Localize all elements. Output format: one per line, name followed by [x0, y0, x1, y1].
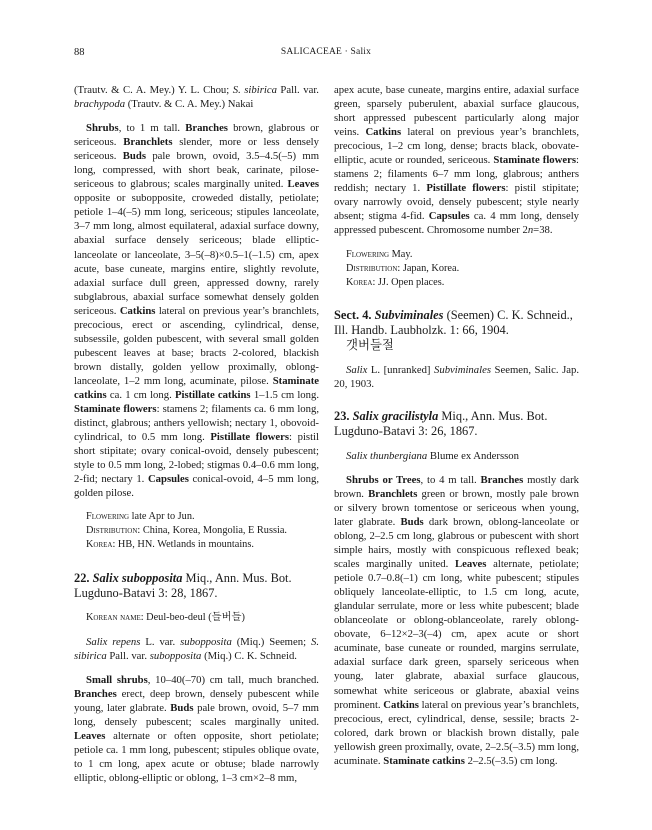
- distribution-note: Distribution: Japan, Korea.: [346, 262, 460, 274]
- species-heading: 22. Salix subopposita Miq., Ann. Mus. Bot. Lugduno-Batavi 3: 28, 1867.: [74, 570, 292, 600]
- section-heading: Sect. 4. Subviminales (Seemen) C. K. Schneid., Ill. Handb. Laubholzk. 1: 66, 1904.: [334, 307, 573, 337]
- section-synonym: Salix L. [unranked] Subviminales Seemen, Salic. Jap. 20, 1903.: [334, 363, 579, 390]
- korea-note: Korea: HB, HN. Wetlands in mountains.: [86, 539, 254, 551]
- species-description: Shrubs, to 1 m tall. Branches brown, glabrous or sericeous. Branchlets slender, more or less densely sericeous. Buds pale brown, ovoid, 3.5–4.5(–5) mm long, compressed, with short beak, carinate, pilose-sericeous to glabrous; scales marginally united. Leaves opposite or subopposite, croweded distally, petiolate; petiole 1–4(–5) mm long, sericeous; stipules lanceolate, 3–7 mm long, almost equilateral, adaxial surface downy, abaxial surface densely sericeous; blade elliptic-lanceolate or lanceolate, 3–5(–8)×0.5–1(–1.5) cm, apex acute, base cuneate, margins entire, slightly revolute, adaxial surface dull green, appressed downy, rarely subglabrous, abaxial surface somewhat densely golden sericeous. Catkins lateral on previous year’s branchlets, precocious, erect or ascending, cylindrical, dense, subsessile, golden pubescent, with several small golden pubescent leaves at base; bracts 2-colored, blackish brown distally, golden yellow proximally, oblong-lanceolate, 1–2 mm long, acuminate, pilose. Staminate catkins ca. 1 cm long. Pistillate catkins 1–1.5 cm long. Staminate flowers: stamens 2; filaments ca. 6 mm long, distinct, glabrous; anthers yellowish; nectary 1, obovoid-cylindrical, to 0.5 mm long. Pistillate flowers: pistil short stipitate; ovary conical-ovoid, densely pubescent; style to 0.5 mm long, 2-lobed; stigmas 0.4–0.6 mm long, 2-fid; nectary 1. Capsules conical-ovoid, 4–5 mm long, golden pilose.: [74, 122, 320, 500]
- distribution-note: Distribution: China, Korea, Mongolia, E Russia.: [86, 525, 287, 537]
- left-column: [74, 83, 319, 785]
- flowering-note: Flowering late Apr to Jun.: [86, 511, 195, 523]
- flowering-note: Flowering May.: [346, 248, 413, 260]
- right-column: [334, 83, 579, 768]
- continued-synonyms: (Trautv. & C. A. Mey.) Y. L. Chou; S. sibirica Pall. var. brachypoda (Trautv. & C. A. Mey.) Nakai: [74, 84, 319, 111]
- section-korean-name: 갯버들절: [346, 337, 394, 352]
- species-description: Small shrubs, 10–40(–70) cm tall, much branched. Branches erect, deep brown, densely pubescent while young, later glabrate. Buds pale brown, ovoid, 5–7 mm long, densely pubescent; scales marginally united. Leaves alternate or often opposite, short petiolate; petiole ca. 1 mm long, pubescent; stipules oblique ovate, to 1 cm long, apex acute or obtuse; blade narrowly elliptic, oblong-elliptic or oblong, 1–3 cm×2–8 mm,: [74, 673, 319, 784]
- synonym: Salix thunbergiana Blume ex Andersson: [346, 449, 519, 462]
- species-heading: 23. Salix gracilistyla Miq., Ann. Mus. Bot. Lugduno-Batavi 3: 26, 1867.: [334, 408, 548, 438]
- species-description: Shrubs or Trees, to 4 m tall. Branches mostly dark brown. Branchlets green or brown, mostly pale brown or silvery brown tomentose or sericeous when young, later glabrate. Buds dark brown, oblong-lanceolate or oblong, 2–2.5 cm long, glabrous or pubescent with short simple hairs, mostly with conspicuous reflexed beak; scales marginally united. Leaves alternate, petiolate; petiole 0.7–0.8(–1) cm long, white pubescent; stipules obliquely lanceolate-elliptic, to 1.5 cm long, acute, glandular serrulate, more or less white pubescent; blade oblanceolate or oblong-oblanceolate, rarely oblong-obovate, 6–12×2–3(–4) cm, apex acute or short acuminate, base cuneate or rounded, margins serrulate, adaxial surface dark green, sparsely sericeous when young, later glabrate, abaxial surface glaucous, somewhat white sericeous or glabrate, abaxial veins prominent. Catkins lateral on previous year’s branchlets, precocious, erect, cylindrical, dense, sessile; bracts 2-colored, dark brown or blackish brown distally, pale yellowish green proximally, ovate, 2–2.5(–3.5) mm long, acuminate. Staminate catkins 2–2.5(–3.5) cm long.: [334, 473, 580, 767]
- korea-note: Korea: JJ. Open places.: [346, 276, 445, 288]
- korean-name-note: Korean name: Deul-beo-deul (들버들): [86, 611, 245, 623]
- page-number: 88: [74, 47, 85, 58]
- synonyms: Salix repens L. var. subopposita (Miq.) Seemen; S. sibirica Pall. var. subopposita (Miq.) C. K. Schneid.: [74, 635, 319, 662]
- species-description-continued: apex acute, base cuneate, margins entire, adaxial surface green, sparsely puberulent, abaxial surface glaucous, short appressed pubescent particularly along major veins. Catkins lateral on previous year’s branchlets, precocious, 1–2 cm long, dense; bracts black, obovate-elliptic, acute or rounded, sericeous. Staminate flowers: stamens 2; filaments 6–7 mm long, glabrous; anthers reddish; nectary 1. Pistillate flowers: pistil stipitate; ovary narrowly ovoid, densely pubescent; style nearly absent; stigma 4-fid. Capsules ca. 4 mm long, densely appressed pubescent. Chromosome number 2n=38.: [334, 84, 580, 237]
- page-header: [74, 47, 578, 61]
- running-head: SALICACEAE · Salix: [280, 47, 372, 57]
